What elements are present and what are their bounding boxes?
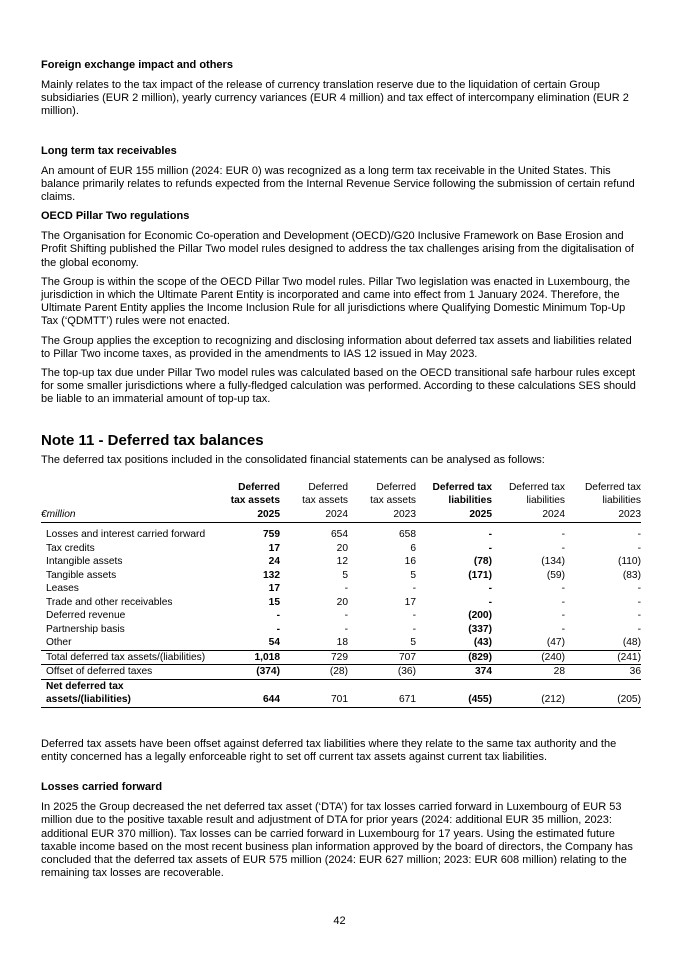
cell: (83) — [622, 569, 641, 581]
col-year-5: 2024 — [492, 508, 565, 523]
oecd-paragraph-1: The Organisation for Economic Co-operation and Development (OECD)/G20 Inclusive Framework on Base Erosion and Profit Shifting published the Pillar Two model rules designed to address the tax challenges arising from the digitalisation of the global economy. — [41, 230, 634, 269]
col-header-4: Deferred tax — [432, 481, 492, 493]
losses-heading: Losses carried forward — [41, 781, 163, 794]
cell: - — [561, 529, 565, 541]
note-title: Note 11 - Deferred tax balances — [41, 431, 264, 449]
table-row — [41, 623, 641, 637]
row-label: Losses and interest carried forward — [46, 529, 206, 541]
table-row — [41, 582, 641, 596]
row-label: Deferred revenue — [46, 610, 126, 622]
cell: - — [344, 583, 348, 595]
cell: (455) — [416, 679, 492, 707]
cell: 654 — [331, 529, 348, 541]
cell: - — [637, 596, 641, 608]
row-label: Trade and other receivables — [46, 596, 173, 608]
cell: (241) — [565, 650, 641, 665]
cell: - — [344, 623, 348, 635]
ltr-paragraph: An amount of EUR 155 million (2024: EUR 0) was recognized as a long term tax receivable in the United States. This balance primarily relates to refunds expected from the Internal Revenue Service following the submission of certain refund claims. — [41, 164, 635, 204]
col-year-3: 2023 — [348, 508, 416, 523]
cell: (337) — [468, 623, 492, 635]
col-year-4: 2025 — [416, 508, 492, 523]
cell: (36) — [348, 665, 416, 680]
cell: - — [412, 583, 416, 595]
cell: (43) — [473, 637, 492, 649]
losses-paragraph: In 2025 the Group decreased the net deferred tax asset (‘DTA’) for tax losses carried forward in Luxembourg of EUR 53 million due to the positive taxable result and adjustment of DTA for prior years (2024: additional EUR 35 million, 2023: additional EUR 370 million). Tax losses can be carried forward in Luxembourg for 17 years. Using the estimated future taxable income based on the most recent business plan information approved by the board of directors, the Company has concluded that the deferred tax assets of EUR 575 million (2024: EUR 627 million; 2023: EUR 608 million) relating to the remaining tax losses are recoverable. — [41, 801, 633, 880]
total-row — [41, 650, 641, 665]
col-subheader-1: tax assets — [230, 495, 280, 507]
deferred-tax-table — [41, 481, 641, 708]
cell: 16 — [404, 556, 416, 568]
oecd-paragraph-2: The Group is within the scope of the OECD Pillar Two model rules. Pillar Two legislation was enacted in Luxembourg, the jurisdiction in which the Ultimate Parent Entity is incorporated and came into effect from 1 January 2024. Therefore, the Ultimate Parent Entity applies the Income Inclusion Rule for all jurisdictions where Qualifying Domestic Minimum Top-Up Tax (‘QDMTT’) rules were not enacted. — [41, 275, 630, 328]
table-row — [41, 528, 641, 542]
cell: (240) — [492, 650, 565, 665]
cell: 374 — [416, 665, 492, 680]
cell: 17 — [268, 542, 280, 554]
col-header-2: Deferred — [308, 481, 348, 493]
cell: - — [561, 610, 565, 622]
row-label: Offset of deferred taxes — [41, 665, 216, 680]
cell: 671 — [348, 679, 416, 707]
cell: 5 — [410, 569, 416, 581]
fx-heading: Foreign exchange impact and others — [41, 59, 233, 71]
cell: (78) — [473, 556, 492, 568]
cell: (28) — [280, 665, 348, 680]
table-row — [41, 542, 641, 556]
cell: - — [276, 623, 280, 635]
row-label: Tax credits — [46, 542, 95, 554]
cell: 17 — [404, 596, 416, 608]
oecd-paragraph-3: The Group applies the exception to recognizing and disclosing information about deferred tax assets and liabilities related to Pillar Two income taxes, as provided in the amendments to IAS 12 issued in May 2023. — [41, 334, 632, 360]
cell: 759 — [263, 529, 280, 541]
row-label — [41, 679, 216, 707]
offset-explanation: Deferred tax assets have been offset against deferred tax liabilities where they relate to the same tax authority and the entity concerned has a legally enforceable right to set off current tax assets against current tax liabilities. — [41, 737, 617, 764]
cell: - — [637, 583, 641, 595]
cell: - — [344, 610, 348, 622]
cell: (200) — [468, 610, 492, 622]
cell: 24 — [268, 556, 280, 568]
offset-row — [41, 665, 641, 680]
cell: (110) — [617, 556, 641, 568]
cell: (48) — [622, 637, 641, 649]
col-header-6: Deferred tax — [584, 481, 641, 493]
cell: 20 — [336, 596, 348, 608]
cell: 15 — [268, 596, 280, 608]
cell: (829) — [416, 650, 492, 665]
unit-label: €million — [41, 508, 216, 523]
oecd-heading: OECD Pillar Two regulations — [41, 210, 190, 223]
row-label: Total deferred tax assets/(liabilities) — [41, 650, 216, 665]
ltr-heading: Long term tax receivables — [41, 144, 177, 157]
table-row — [41, 636, 641, 650]
cell: 644 — [216, 679, 280, 707]
cell: - — [412, 623, 416, 635]
cell: - — [276, 610, 280, 622]
col-subheader-6: liabilities — [602, 495, 641, 507]
cell: 729 — [280, 650, 348, 665]
table-body — [41, 528, 641, 650]
cell: - — [488, 542, 492, 554]
cell: 54 — [268, 637, 280, 649]
note-intro: The deferred tax positions included in the consolidated financial statements can be analysed as follows: — [41, 453, 545, 466]
table-row — [41, 555, 641, 569]
document-page — [41, 58, 641, 880]
cell: 1,018 — [216, 650, 280, 665]
col-subheader-5: liabilities — [526, 495, 565, 507]
cell: (205) — [565, 679, 641, 707]
cell: 707 — [348, 650, 416, 665]
row-label: Leases — [46, 583, 79, 595]
cell: (47) — [546, 637, 565, 649]
table-row — [41, 609, 641, 623]
cell: (59) — [546, 569, 565, 581]
col-subheader-2: tax assets — [302, 495, 348, 507]
cell: - — [637, 529, 641, 541]
row-label: Tangible assets — [46, 569, 117, 581]
col-header-3: Deferred — [376, 481, 416, 493]
col-header-5: Deferred tax — [508, 481, 565, 493]
row-label: Intangible assets — [46, 556, 123, 568]
cell: - — [488, 583, 492, 595]
net-label-line-1: Net deferred tax — [46, 680, 124, 692]
col-year-1: 2025 — [216, 508, 280, 523]
cell: 658 — [399, 529, 416, 541]
cell: - — [561, 583, 565, 595]
cell: 18 — [336, 637, 348, 649]
cell: - — [488, 596, 492, 608]
cell: - — [637, 542, 641, 554]
col-year-2: 2024 — [280, 508, 348, 523]
col-subheader-3: tax assets — [370, 495, 416, 507]
cell: (171) — [468, 569, 492, 581]
cell: - — [561, 596, 565, 608]
col-subheader-4: liabilities — [448, 495, 492, 507]
col-year-6: 2023 — [565, 508, 641, 523]
cell: 701 — [280, 679, 348, 707]
row-label: Other — [46, 637, 72, 649]
cell: (374) — [216, 665, 280, 680]
col-header-1: Deferred — [238, 481, 280, 493]
cell: 5 — [410, 637, 416, 649]
net-label-line-2: assets/(liabilities) — [46, 694, 131, 706]
cell: 17 — [268, 583, 280, 595]
table-row — [41, 569, 641, 583]
cell: - — [488, 529, 492, 541]
fx-paragraph: Mainly relates to the tax impact of the release of currency translation reserve due to the liquidation of certain Group subsidiaries (EUR 2 million), yearly currency variances (EUR 4 million) and tax effect of intercompany elimination (EUR 2 million). — [41, 79, 629, 118]
page-number: 42 — [333, 915, 346, 927]
cell: 28 — [492, 665, 565, 680]
cell: 20 — [336, 542, 348, 554]
oecd-paragraph-4: The top-up tax due under Pillar Two model rules was calculated based on the OECD transitional safe harbour rules except for some smaller jurisdictions where a fully-fledged calculation was performed. According to these calculations SES should be liable to an immaterial amount of top-up tax. — [41, 367, 636, 406]
cell: - — [412, 610, 416, 622]
row-label: Partnership basis — [46, 623, 125, 635]
cell: 12 — [336, 556, 348, 568]
cell: - — [561, 542, 565, 554]
cell: 36 — [565, 665, 641, 680]
net-row — [41, 679, 641, 707]
cell: 132 — [263, 569, 280, 581]
cell: - — [637, 610, 641, 622]
cell: (212) — [492, 679, 565, 707]
cell: 5 — [342, 569, 348, 581]
cell: - — [561, 623, 565, 635]
cell: 6 — [410, 542, 416, 554]
cell: - — [637, 623, 641, 635]
table-row — [41, 596, 641, 610]
cell: (134) — [541, 556, 565, 568]
